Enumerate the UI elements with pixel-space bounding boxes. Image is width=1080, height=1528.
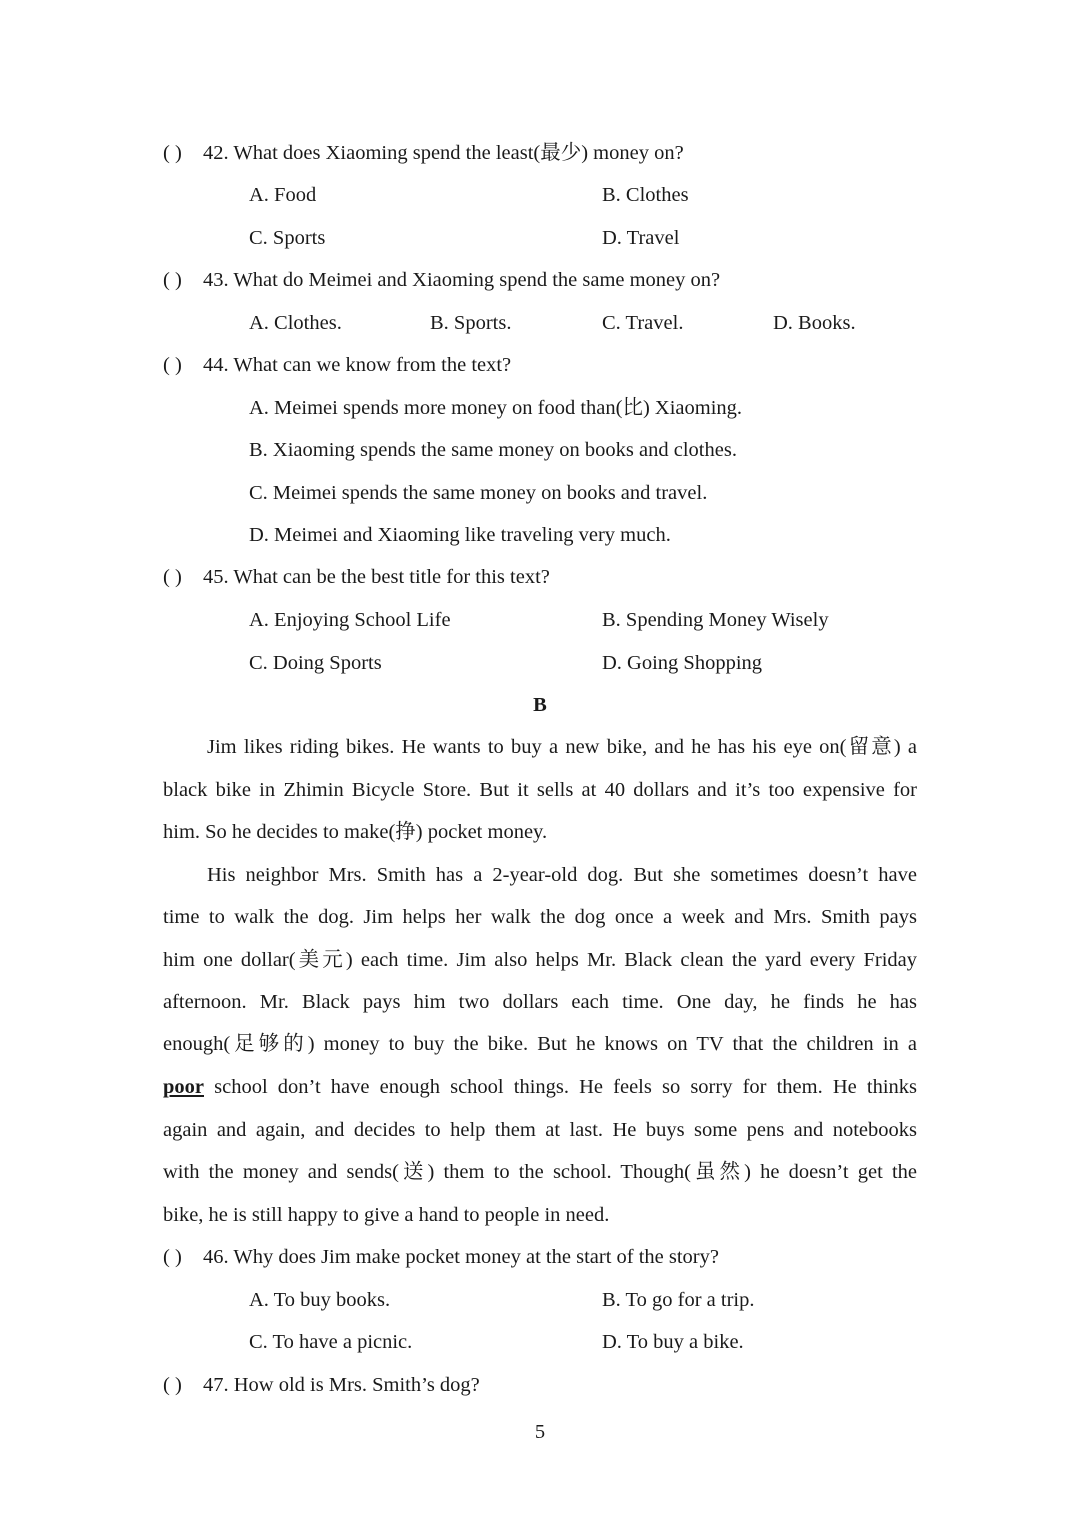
q45-option-a: A. Enjoying School Life xyxy=(249,609,451,631)
passage-line: with the money and sends(送) them to the school. Though(虽然) he doesn’t get the xyxy=(163,1161,917,1183)
question-43: 43. What do Meimei and Xiaoming spend the same money on? xyxy=(203,269,721,291)
q45-option-c: C. Doing Sports xyxy=(249,652,382,674)
q45-option-b: B. Spending Money Wisely xyxy=(602,609,829,631)
question-44: 44. What can we know from the text? xyxy=(203,354,512,376)
q43-option-a: A. Clothes. xyxy=(249,312,342,334)
section-heading: B xyxy=(533,694,547,716)
q46-option-b: B. To go for a trip. xyxy=(602,1289,755,1311)
q44-option-c: C. Meimei spends the same money on books and travel. xyxy=(249,482,708,504)
q46-option-c: C. To have a picnic. xyxy=(249,1331,413,1353)
answer-blank-42[interactable]: ( ) xyxy=(163,142,182,164)
passage-line: bike, he is still happy to give a hand to people in need. xyxy=(163,1204,610,1226)
q46-option-d: D. To buy a bike. xyxy=(602,1331,744,1353)
question-46: 46. Why does Jim make pocket money at the start of the story? xyxy=(203,1246,719,1268)
question-42: 42. What does Xiaoming spend the least(最少) money on? xyxy=(203,142,684,164)
q42-option-a: A. Food xyxy=(249,184,317,206)
passage-line-rest: school don’t have enough school things. He feels so sorry for them. He thinks xyxy=(214,1076,917,1098)
q44-option-a: A. Meimei spends more money on food than(比) Xiaoming. xyxy=(249,397,743,419)
q44-option-b: B. Xiaoming spends the same money on books and clothes. xyxy=(249,439,737,461)
q43-option-c: C. Travel. xyxy=(602,312,684,334)
question-47: 47. How old is Mrs. Smith’s dog? xyxy=(203,1374,480,1396)
answer-blank-45[interactable]: ( ) xyxy=(163,566,182,588)
q42-option-b: B. Clothes xyxy=(602,184,689,206)
q46-option-a: A. To buy books. xyxy=(249,1289,391,1311)
answer-blank-43[interactable]: ( ) xyxy=(163,269,182,291)
passage-line: black bike in Zhimin Bicycle Store. But it sells at 40 dollars and it’s too expensive for xyxy=(163,779,917,801)
passage-line: enough(足够的) money to buy the bike. But he knows on TV that the children in a xyxy=(163,1033,917,1055)
q42-option-c: C. Sports xyxy=(249,227,326,249)
q43-option-b: B. Sports. xyxy=(430,312,512,334)
passage-line: again and again, and decides to help them at last. He buys some pens and notebooks xyxy=(163,1119,917,1141)
passage-line: time to walk the dog. Jim helps her walk the dog once a week and Mrs. Smith pays xyxy=(163,906,917,928)
underlined-word: poor xyxy=(163,1076,204,1098)
q44-option-d: D. Meimei and Xiaoming like traveling very much. xyxy=(249,524,671,546)
q42-option-d: D. Travel xyxy=(602,227,680,249)
passage-line: him. So he decides to make(挣) pocket money. xyxy=(163,821,548,843)
passage-line: His neighbor Mrs. Smith has a 2-year-old dog. But she sometimes doesn’t have xyxy=(207,864,917,886)
question-45: 45. What can be the best title for this text? xyxy=(203,566,550,588)
passage-line-underlined xyxy=(163,1074,917,1100)
answer-blank-47[interactable]: ( ) xyxy=(163,1374,182,1396)
page-number: 5 xyxy=(534,1421,546,1443)
answer-blank-46[interactable]: ( ) xyxy=(163,1246,182,1268)
q45-option-d: D. Going Shopping xyxy=(602,652,763,674)
passage-line: afternoon. Mr. Black pays him two dollars each time. One day, he finds he has xyxy=(163,991,917,1013)
passage-line: Jim likes riding bikes. He wants to buy a new bike, and he has his eye on(留意) a xyxy=(207,736,917,758)
answer-blank-44[interactable]: ( ) xyxy=(163,354,182,376)
passage-line: him one dollar(美元) each time. Jim also helps Mr. Black clean the yard every Friday xyxy=(163,949,917,971)
q43-option-d: D. Books. xyxy=(773,312,856,334)
